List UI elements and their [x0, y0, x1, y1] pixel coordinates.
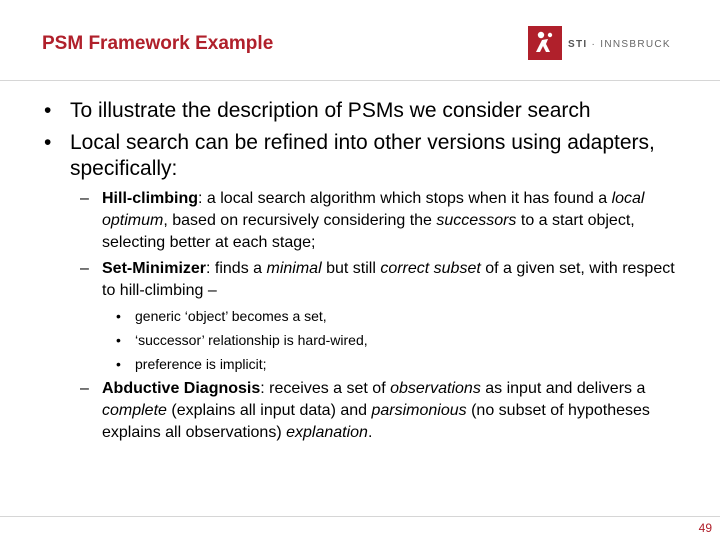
dash-marker: –: [80, 380, 89, 397]
logo-mark-icon: [528, 26, 562, 60]
logo-separator: ·: [587, 39, 601, 50]
bullet-text: To illustrate the description of PSMs we consider search: [70, 99, 591, 122]
emphasis: parsimonious: [371, 402, 467, 419]
bullet-marker: •: [44, 99, 52, 122]
page-number: 49: [698, 521, 712, 535]
text-run: of a given set, with respect to hill-climbing –: [102, 260, 675, 299]
logo-place: INNSBRUCK: [600, 39, 671, 50]
emphasis: explanation: [286, 424, 368, 441]
text-run: : receives a set of: [260, 380, 391, 397]
text-run: .: [367, 424, 373, 441]
emphasis: successors: [436, 212, 517, 229]
bullet-item: [40, 130, 680, 182]
sub-sub-item: [116, 306, 680, 326]
bullet-marker: •: [116, 308, 121, 324]
bullet-marker: •: [116, 332, 121, 348]
sub-sub-item: [116, 330, 680, 350]
text-run: (explains all input data) and: [166, 402, 372, 419]
footer-divider: [0, 516, 720, 517]
emphasis: complete: [102, 402, 167, 419]
bullet-item: [40, 98, 680, 124]
term-hill-climbing: Hill-climbing: [102, 190, 198, 207]
text-run: but still: [321, 260, 381, 277]
sub-item-hill-climbing: [80, 188, 680, 254]
text-run: as input and delivers a: [480, 380, 646, 397]
bullet-marker: •: [44, 131, 52, 154]
bullet-text: Local search can be refined into other versions using adapters, specifically:: [70, 131, 655, 180]
sub-item-abductive-diagnosis: [80, 378, 680, 444]
sub-sub-item: [116, 354, 680, 374]
logo-brand: STI: [568, 39, 588, 50]
dash-marker: –: [80, 190, 89, 207]
text-run: (no subset of hypotheses explains all observations): [102, 402, 650, 441]
logo-text: [568, 39, 671, 50]
sub-sub-text: preference is implicit;: [135, 356, 267, 372]
emphasis: minimal: [266, 260, 322, 277]
emphasis: local optimum: [102, 190, 645, 229]
sub-sub-text: ‘successor’ relationship is hard-wired,: [135, 332, 368, 348]
text-run: to a start object, selecting better at each stage;: [102, 212, 635, 251]
text-run: : finds a: [206, 260, 267, 277]
bullet-marker: •: [116, 356, 121, 372]
emphasis: correct subset: [380, 260, 481, 277]
sub-item-set-minimizer: [80, 258, 680, 302]
slide-body: [40, 98, 680, 448]
dash-marker: –: [80, 260, 89, 277]
header-divider: [0, 80, 720, 81]
term-abductive-diagnosis: Abductive Diagnosis: [102, 380, 261, 397]
slide-title: PSM Framework Example: [42, 33, 274, 54]
slide-header: [0, 0, 720, 80]
term-set-minimizer: Set-Minimizer: [102, 260, 207, 277]
sub-sub-text: generic ‘object’ becomes a set,: [135, 308, 327, 324]
emphasis: observations: [390, 380, 481, 397]
text-run: : a local search algorithm which stops when it has found a: [198, 190, 612, 207]
text-run: , based on recursively considering the: [163, 212, 437, 229]
